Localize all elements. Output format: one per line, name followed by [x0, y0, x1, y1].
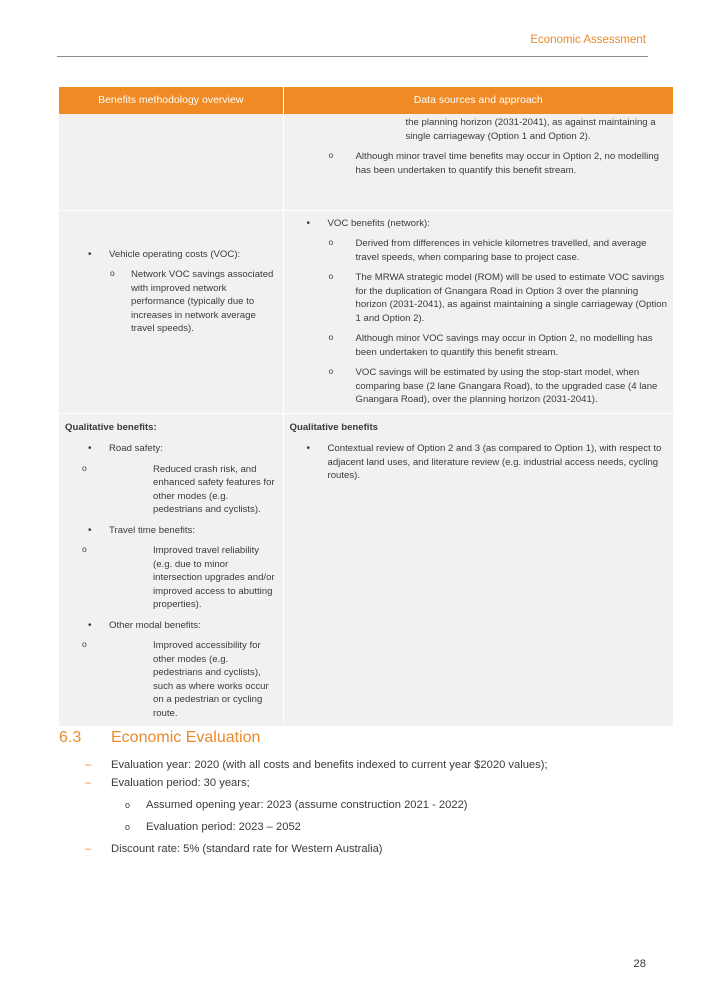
- table-row: [59, 413, 673, 727]
- header-divider: [57, 56, 648, 57]
- section-number: 6.3: [59, 729, 82, 746]
- list-item: o The MRWA strategic model (ROM) will be used to estimate VOC savings for the duplication of Gnangara Road in Option 3 over the planning horizon (2031-2041), as against maintaining a single carriageway (Option 1 and Option 2).: [328, 271, 668, 325]
- section-title: Economic Evaluation: [111, 729, 261, 746]
- list-item: o Improved accessibility for other modes (e.g. pedestrians and cyclists), such as where works occur on a pedestrian or cycling route.: [59, 639, 277, 720]
- list-item: o Reduced crash risk, and enhanced safety features for other modes (e.g. pedestrians and cyclists).: [59, 463, 277, 517]
- table-row: [59, 114, 673, 210]
- table-cell: [59, 413, 283, 727]
- column-header-methodology: Benefits methodology overview: [59, 87, 283, 114]
- page-number: 28: [633, 958, 646, 970]
- list-item: o Evaluation period: 2023 – 2052: [59, 818, 548, 836]
- column-header-data-sources: Data sources and approach: [283, 87, 673, 114]
- table-cell: [283, 114, 673, 210]
- list-item: • Road safety:: [59, 442, 283, 456]
- running-header: Economic Assessment: [530, 34, 646, 46]
- list-item: o Although minor travel time benefits may occur in Option 2, no modelling has been undertaken to quantify this benefit stream.: [328, 150, 666, 177]
- list-item: • Contextual review of Option 2 and 3 (as compared to Option 1), with respect to adjacent land uses, and literature review (e.g. industrial access needs, cycling routes).: [284, 442, 666, 483]
- evaluation-list: [59, 756, 548, 858]
- continuation-text: the planning horizon (2031-2041), as against maintaining a single carriageway (Option 1 and Option 2).: [405, 117, 656, 142]
- section-heading: [59, 729, 260, 747]
- table-cell: [59, 114, 283, 210]
- list-item: – Evaluation year: 2020 (with all costs and benefits indexed to current year $2020 values);: [59, 756, 548, 774]
- list-item: • Vehicle operating costs (VOC):: [59, 248, 277, 262]
- list-item: o Improved travel reliability (e.g. due to minor intersection upgrades and/or improved access to abutting properties).: [59, 544, 277, 612]
- list-item: o Although minor VOC savings may occur in Option 2, no modelling has been undertaken to quantify this benefit stream.: [328, 332, 668, 359]
- table-cell: [283, 210, 673, 413]
- table-cell: [283, 413, 673, 727]
- list-item: • VOC benefits (network):: [284, 217, 674, 231]
- list-item: o Network VOC savings associated with improved network performance (typically due to increases in network average travel speeds).: [109, 268, 277, 336]
- list-item: • Travel time benefits:: [59, 524, 283, 538]
- qualitative-heading: Qualitative benefits: [289, 421, 378, 433]
- list-item: o VOC savings will be estimated by using the stop-start model, when comparing base (2 lane Gnangara Road), to the upgraded case (4 lane Gnangara Road), over the planning horizon (2031-2041).: [328, 366, 668, 407]
- list-item: o Derived from differences in vehicle kilometres travelled, and average travel speeds, when comparing base to project case.: [328, 237, 668, 264]
- list-item: • Other modal benefits:: [59, 619, 283, 633]
- table-row: [59, 210, 673, 413]
- table-cell: [59, 210, 283, 413]
- benefits-table: [59, 87, 673, 727]
- list-item: – Evaluation period: 30 years;: [59, 774, 548, 792]
- table-header-row: [59, 87, 673, 114]
- qualitative-heading: Qualitative benefits:: [65, 421, 157, 433]
- list-item: o Assumed opening year: 2023 (assume construction 2021 - 2022): [59, 796, 548, 814]
- list-item: – Discount rate: 5% (standard rate for Western Australia): [59, 840, 548, 858]
